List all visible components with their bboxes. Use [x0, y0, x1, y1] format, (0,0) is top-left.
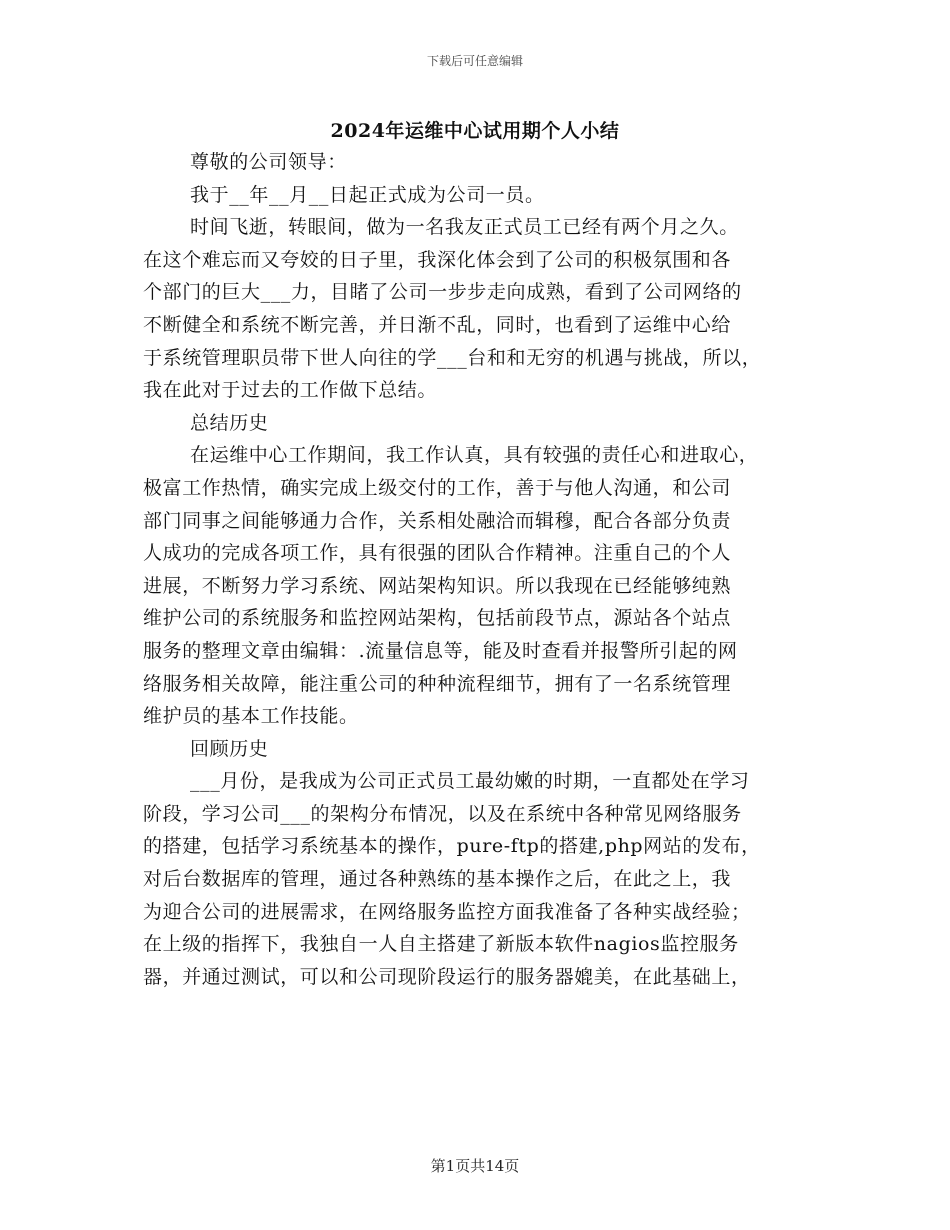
paragraph-line: 我于__年__月__日起正式成为公司一员。 [190, 183, 545, 206]
paragraph-line: 的搭建，包括学习系统基本的操作，pure-ftp的搭建,php网站的发布， [143, 835, 761, 858]
paragraph-line: 人成功的完成各项工作，具有很强的团队合作精神。注重自己的个人 [143, 542, 732, 565]
paragraph-line: 进展，不断努力学习系统、网站架构知识。所以我现在已经能够纯熟 [143, 574, 732, 597]
paragraph-line: 在上级的指挥下，我独自一人自主搭建了新版本软件nagios监控服务 [143, 933, 739, 956]
page-number: 第1页共14页 [430, 1157, 520, 1175]
paragraph-line: 器，并通过测试，可以和公司现阶段运行的服务器媲美，在此基础上， [143, 965, 751, 988]
page-header-note: 下载后可任意编辑 [426, 54, 523, 68]
paragraph-line: 在运维中心工作期间，我工作认真，具有较强的责任心和进取心， [190, 444, 759, 467]
paragraph-line: 我在此对于过去的工作做下总结。 [143, 379, 438, 402]
paragraph-line: 部门同事之间能够通力合作，关系相处融洽而辑穆，配合各部分负责 [143, 509, 732, 532]
paragraph-line: 维护员的基本工作技能。 [143, 705, 359, 728]
section-heading: 回顾历史 [190, 737, 269, 760]
paragraph-line: 维护公司的系统服务和监控网站架构，包括前段节点，源站各个站点 [143, 607, 732, 630]
paragraph-line: 服务的整理文章由编辑：.流量信息等，能及时查看并报警所引起的网 [143, 639, 738, 662]
paragraph-line: ___月份，是我成为公司正式员工最幼嫩的时期，一直都处在学习 [190, 770, 750, 793]
document-body [143, 146, 823, 993]
paragraph-line: 极富工作热情，确实完成上级交付的工作，善于与他人沟通，和公司 [143, 476, 732, 499]
salutation: 尊敬的公司领导： [190, 151, 347, 173]
paragraph-line: 在这个难忘而又夸姣的日子里，我深化体会到了公司的积极氛围和各 [143, 248, 732, 271]
paragraph-line: 个部门的巨大___力，目睹了公司一步步走向成熟，看到了公司网络的 [143, 281, 742, 304]
section-heading: 总结历史 [190, 411, 269, 434]
paragraph-line: 为迎合公司的进展需求，在网络服务监控方面我准备了各种实战经验； [143, 900, 751, 923]
paragraph-line: 时间飞逝，转眼间，做为一名我友正式员工已经有两个月之久。 [190, 216, 739, 239]
paragraph-line: 络服务相关故障，能注重公司的种种流程细节，拥有了一名系统管理 [143, 672, 732, 695]
paragraph-line: 不断健全和系统不断完善，并日渐不乱，同时，也看到了运维中心给 [143, 313, 732, 336]
paragraph-line: 对后台数据库的管理，通过各种熟练的基本操作之后，在此之上，我 [143, 868, 732, 891]
document-title: 2024年运维中心试用期个人小结 [330, 120, 620, 142]
paragraph-line: 于系统管理职员带下世人向往的学___台和和无穷的机遇与挑战，所以， [143, 346, 762, 369]
paragraph-line: 阶段，学习公司___的架构分布情况，以及在系统中各种常见网络服务 [143, 802, 742, 825]
